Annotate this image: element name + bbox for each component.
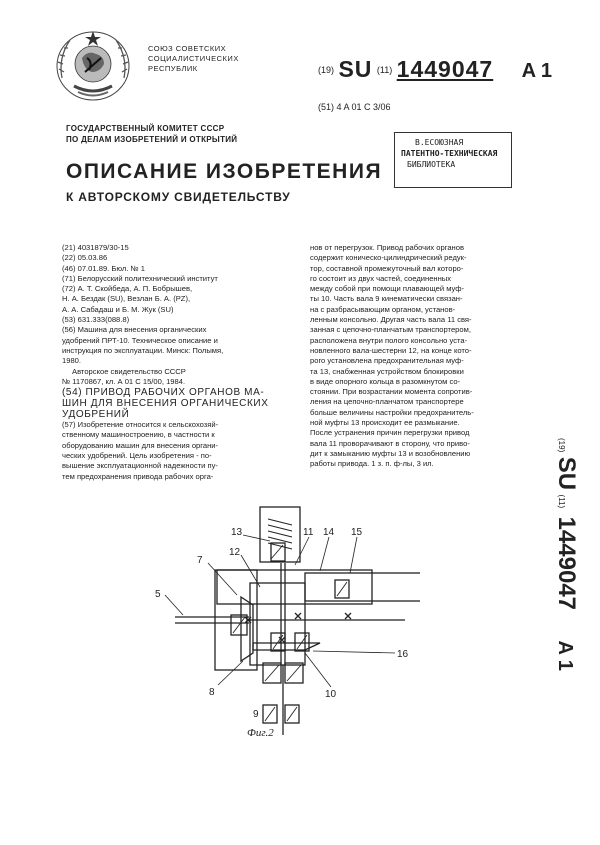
abstract-line: ленным консольно. Другая часть вала 11 свя- <box>310 315 472 325</box>
side-kind: A 1 <box>554 640 576 671</box>
page-title: ОПИСАНИЕ ИЗОБРЕТЕНИЯ <box>66 160 383 183</box>
side-prefix2: (11) <box>557 494 566 509</box>
biblio-line: Н. А. Бездак (SU), Везлан Б. А. (PZ), <box>62 294 191 304</box>
abstract-line: ной муфты 13 происходит ее размыкание. <box>310 418 460 428</box>
patent-number <box>318 56 552 83</box>
figure-label: 10 <box>325 689 337 700</box>
abstract-line: вала 11 проворачивают в сторону, что приво- <box>310 438 470 448</box>
figure-label: 16 <box>397 649 409 660</box>
country-line: РЕСПУБЛИК <box>148 64 198 73</box>
abstract-line: тем предохранения привода рабочих орга- <box>62 471 214 481</box>
biblio-line: инструкция по эксплуатации. Минск: Полымя, <box>62 345 224 355</box>
abstract-line: новленного вала-шестерни 12, на конце кото- <box>310 345 472 355</box>
biblio-line: 1980. <box>62 356 82 366</box>
library-stamp <box>394 132 512 188</box>
abstract-line: на с разбрасывающим органом, установ- <box>310 304 456 314</box>
biblio-line: (56) Машина для внесения органических <box>62 325 207 335</box>
figure-label: 12 <box>229 547 241 558</box>
abstract-line: стоянии. При возрастании момента сопротив- <box>310 387 473 397</box>
side-su: SU <box>553 456 580 491</box>
invention-title-line: (54) ПРИВОД РАБОЧИХ ОРГАНОВ МА- <box>62 387 265 399</box>
biblio-line: Авторское свидетельство СССР <box>72 366 186 376</box>
stamp-line: ПАТЕНТНО-ТЕХНИЧЕСКАЯ <box>401 149 498 158</box>
biblio-line: (53) 631.333(088.8) <box>62 315 130 325</box>
side-number: 1449047 <box>553 516 580 611</box>
biblio-line: удобрений ПРТ-10. Техническое описание и <box>62 335 218 345</box>
committee-line: ГОСУДАРСТВЕННЫЙ КОМИТЕТ СССР <box>66 124 225 133</box>
invention-title-line: ШИН ДЛЯ ВНЕСЕНИЯ ОРГАНИЧЕСКИХ <box>62 398 269 410</box>
country-name <box>148 44 239 74</box>
committee <box>66 123 237 145</box>
abstract-line: в виде опорного кольца в разомкнутом со- <box>310 376 461 386</box>
ipc-class: (51) 4 A 01 C 3/06 <box>318 102 391 112</box>
abstract-line: работы привода. 1 з. п. ф-лы, 3 ил. <box>310 459 434 469</box>
biblio-line: (72) А. Т. Скойбеда, А. П. Бобрышев, <box>62 284 193 294</box>
patent-prefix2: (11) <box>376 65 393 75</box>
biblio-line: (46) 07.01.89. Бюл. № 1 <box>62 263 146 273</box>
patent-kind: A 1 <box>521 60 553 82</box>
abstract-line: го состоит из двух частей, соединенных <box>310 273 452 283</box>
figure-label: 11 <box>303 527 314 538</box>
side-prefix: (19) <box>557 438 566 453</box>
abstract-line: ления на цепочно-планчатом транспортере <box>310 397 464 407</box>
committee-line: ПО ДЕЛАМ ИЗОБРЕТЕНИЙ И ОТКРЫТИЙ <box>66 135 238 144</box>
stamp-line: В.ЕСОЮЗНАЯ <box>415 138 464 147</box>
patent-prefix: (19) <box>318 65 335 75</box>
biblio-column <box>62 243 300 482</box>
biblio-line: № 1170867, кл. А 01 С 15/00, 1984. <box>62 376 186 386</box>
abstract-line: дит к замыканию муфты 13 и возобновлению <box>310 448 471 458</box>
figure-label: 13 <box>231 527 243 538</box>
figure-label: 7 <box>197 555 203 566</box>
abstract-line: нов от перегрузок. Привод рабочих органов <box>310 243 465 252</box>
abstract-column <box>310 243 536 470</box>
abstract-line: тор, составной промежуточный вал которо- <box>310 263 464 273</box>
figure-label: 14 <box>323 527 335 538</box>
figure-label: 5 <box>155 589 161 600</box>
patent-number-value: 1449047 <box>396 56 494 82</box>
figure-caption: Фиг.2 <box>247 727 274 739</box>
abstract-line: больше величины настройки предохранитель- <box>310 407 474 417</box>
figure-label: 8 <box>209 687 215 698</box>
country-line: СОЮЗ СОВЕТСКИХ <box>148 44 227 53</box>
biblio-line: (22) 05.03.86 <box>62 253 108 263</box>
abstract-line: оборудованию машин для внесения органи- <box>62 440 219 450</box>
mechanism-drawing <box>145 505 420 735</box>
abstract-line: между собой при помощи плавающей муф- <box>310 284 465 294</box>
abstract-line: рого установлена предохранительная муф- <box>310 356 464 366</box>
biblio-line: (21) 4031879/30-15 <box>62 243 129 252</box>
figure-label: 15 <box>351 527 363 538</box>
stamp-line: БИБЛИОТЕКА <box>407 160 456 169</box>
abstract-line: ственному машиностроению, в частности к <box>62 430 215 440</box>
biblio-line: (71) Белорусский политехнический институт <box>62 273 218 283</box>
page-subtitle: К АВТОРСКОМУ СВИДЕТЕЛЬСТВУ <box>66 190 291 204</box>
abstract-line: вышение эксплуатационной надежности пу- <box>62 461 218 471</box>
side-patent-number <box>536 438 586 678</box>
ussr-emblem-icon <box>52 28 134 104</box>
abstract-line: занная с цепочно-планчатым транспортером, <box>310 325 471 335</box>
invention-title-line: УДОБРЕНИЙ <box>62 409 130 421</box>
abstract-line: ческих удобрений. Цель изобретения - по- <box>62 451 212 461</box>
abstract-line: После устранения причин перегрузки привод <box>310 428 470 438</box>
country-line: СОЦИАЛИСТИЧЕСКИХ <box>148 54 239 63</box>
figure-label: 9 <box>253 709 259 720</box>
abstract-line: (57) Изобретение относится к сельскохозяй- <box>62 420 219 430</box>
abstract-line: расположена внутри полого консольно уста- <box>310 335 468 345</box>
abstract-line: содержит коническо-цилиндрический редук- <box>310 253 467 263</box>
abstract-line: ты 10. Часть вала 9 кинематически связан- <box>310 294 463 304</box>
abstract-line: та 13, снабженная устройством блокировки <box>310 366 464 376</box>
biblio-line: А. А. Сабадаш и Б. М. Жук (SU) <box>62 304 174 314</box>
patent-su: SU <box>338 56 373 82</box>
